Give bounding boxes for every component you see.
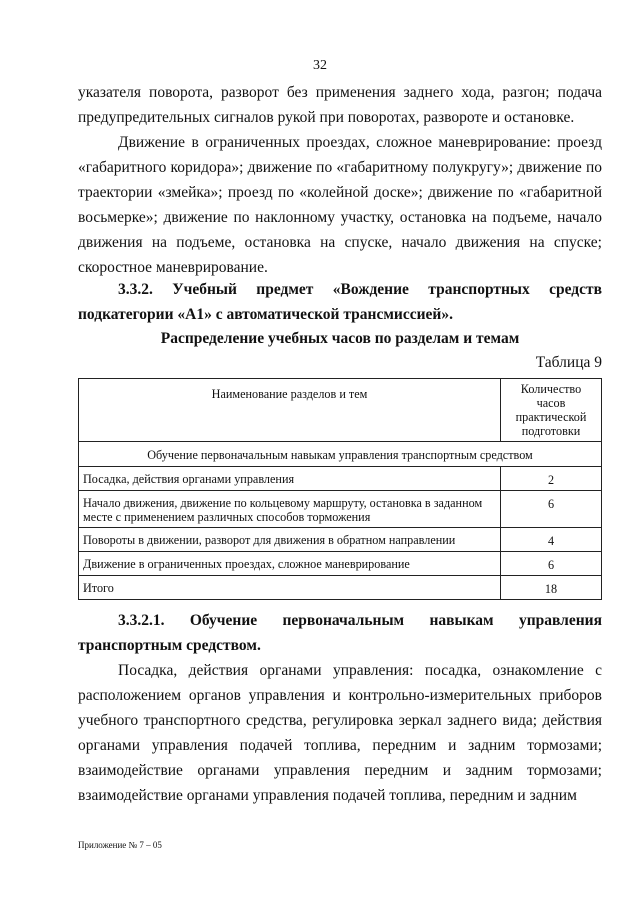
row-topic: Движение в ограниченных проездах, сложное маневрирование	[79, 552, 501, 576]
section-heading-3-3-2: 3.3.2. Учебный предмет «Вождение транспортных средств подкатегории «А1» с автоматической трансмиссией».	[78, 281, 602, 323]
table-total-row	[79, 576, 602, 600]
row-hours: 2	[501, 467, 602, 491]
header-hours: Количество часов практической подготовки	[501, 379, 602, 442]
paragraph-continuation: указателя поворота, разворот без применения заднего хода, разгон; подача предупредительных сигналов рукой при поворотах, развороте и остановке.	[78, 84, 602, 126]
header-section-name: Наименование разделов и тем	[79, 379, 501, 442]
paragraph-seating-controls: Посадка, действия органами управления: посадка, ознакомление с расположением органов управления и контрольно-измерительных приборов учебного транспортного средства, регулировка зеркал заднего вида; действия органами управления подачей топлива, передним и задним тормозами; взаимодействие органами управления передним и задним тормозами; взаимодействие органами управления подачей топлива, передним и задним	[78, 662, 602, 804]
hours-table	[78, 378, 602, 600]
table-row	[79, 552, 602, 576]
table-row	[79, 528, 602, 552]
page-footer: Приложение № 7 – 05	[78, 840, 162, 850]
section-row-title: Обучение первоначальным навыкам управления транспортным средством	[79, 442, 602, 467]
row-hours: 6	[501, 552, 602, 576]
row-topic: Повороты в движении, разворот для движения в обратном направлении	[79, 528, 501, 552]
table-title: Распределение учебных часов по разделам и темам	[160, 330, 520, 347]
row-topic: Итого	[79, 576, 501, 600]
row-hours: 18	[501, 576, 602, 600]
row-hours: 4	[501, 528, 602, 552]
paragraph-maneuvering: Движение в ограниченных проездах, сложное маневрирование: проезд «габаритного коридора»; движение по «габаритному полукругу»; движение по траектории «змейка»; проезд по «колейной доске»; движение по «габаритной восьмерке»; движение по наклонному участку, остановка на подъеме, начало движения на подъеме, остановка на спуске, начало движения на спуске; скоростное маневрирование.	[78, 134, 602, 276]
table-label: Таблица 9	[535, 354, 602, 371]
row-topic: Начало движения, движение по кольцевому маршруту, остановка в заданном месте с применением различных способов торможения	[79, 491, 501, 528]
row-hours: 6	[501, 491, 602, 528]
table-header-row	[79, 379, 602, 442]
table-row	[79, 491, 602, 528]
row-topic: Посадка, действия органами управления	[79, 467, 501, 491]
table-row	[79, 467, 602, 491]
section-heading-3-3-2-1: 3.3.2.1. Обучение первоначальным навыкам управления транспортным средством.	[78, 612, 602, 654]
table-section-row	[79, 442, 602, 467]
page-number: 32	[313, 58, 327, 73]
